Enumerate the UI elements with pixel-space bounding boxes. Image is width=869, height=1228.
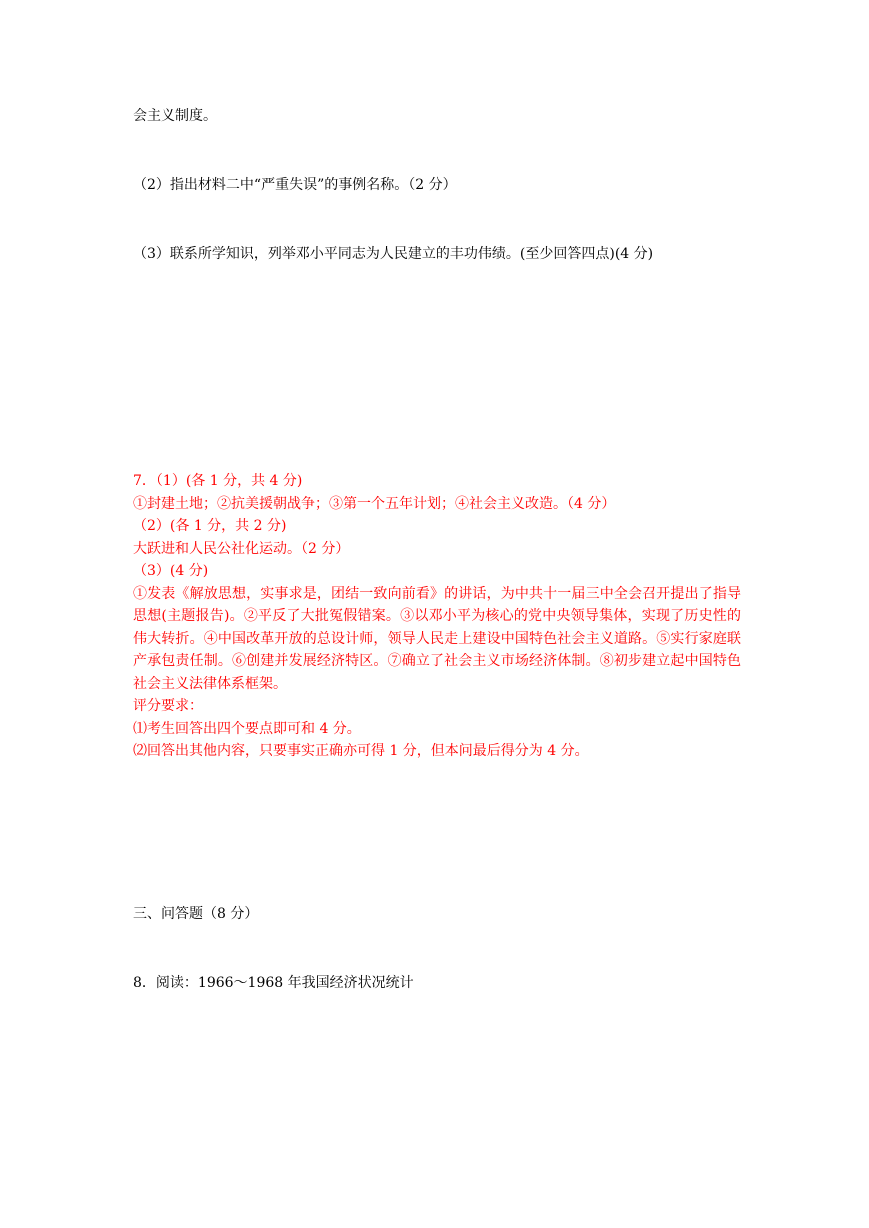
scoring-criterion-1: ⑴考生回答出四个要点即可和 4 分。: [133, 720, 361, 737]
answer-part-1: ①封建土地；②抗美援朝战争；③第一个五年计划；④社会主义改造。（4 分）: [133, 495, 616, 512]
answer-key-block: [133, 470, 741, 763]
section-3-title: 三、问答题（8 分）: [133, 906, 259, 922]
scoring-criterion-2: ⑵回答出其他内容，只要事实正确亦可得 1 分，但本问最后得分为 4 分。: [133, 743, 589, 759]
answer-part-3-heading: （3）(4 分): [133, 563, 209, 579]
answer-part-3: ①发表《解放思想，实事求是，团结一致向前看》的讲话，为中共十一届三中全会召开提出了指导思想(主题报告)。②平反了大批冤假错案。③以邓小平为核心的党中央领导集体，实现了历史性的伟大转折。④中国改革开放的总设计师，领导人民走上建设中国特色社会主义道路。⑤实行家庭联产承包责任制。⑥创建并发展经济特区。⑦确立了社会主义市场经济体制。⑧初步建立起中国特色社会主义法律体系框架。: [133, 585, 741, 692]
question-sub-2: （2）指出材料二中“严重失误”的事例名称。（2 分）: [133, 177, 457, 193]
answer-part-2-heading: （2）(各 1 分，共 2 分): [133, 518, 287, 534]
question-tail-text: 会主义制度。: [133, 108, 217, 124]
question-sub-3: （3）联系所学知识，列举邓小平同志为人民建立的丰功伟绩。(至少回答四点)(4 分): [133, 246, 654, 262]
answer-part-2: 大跃进和人民公社化运动。（2 分）: [133, 540, 350, 557]
scoring-criteria-title: 评分要求：: [133, 698, 203, 714]
answer-heading: 7．（1）(各 1 分，共 4 分): [133, 473, 303, 489]
question-8: 8．阅读：1966～1968 年我国经济状况统计: [133, 975, 414, 991]
